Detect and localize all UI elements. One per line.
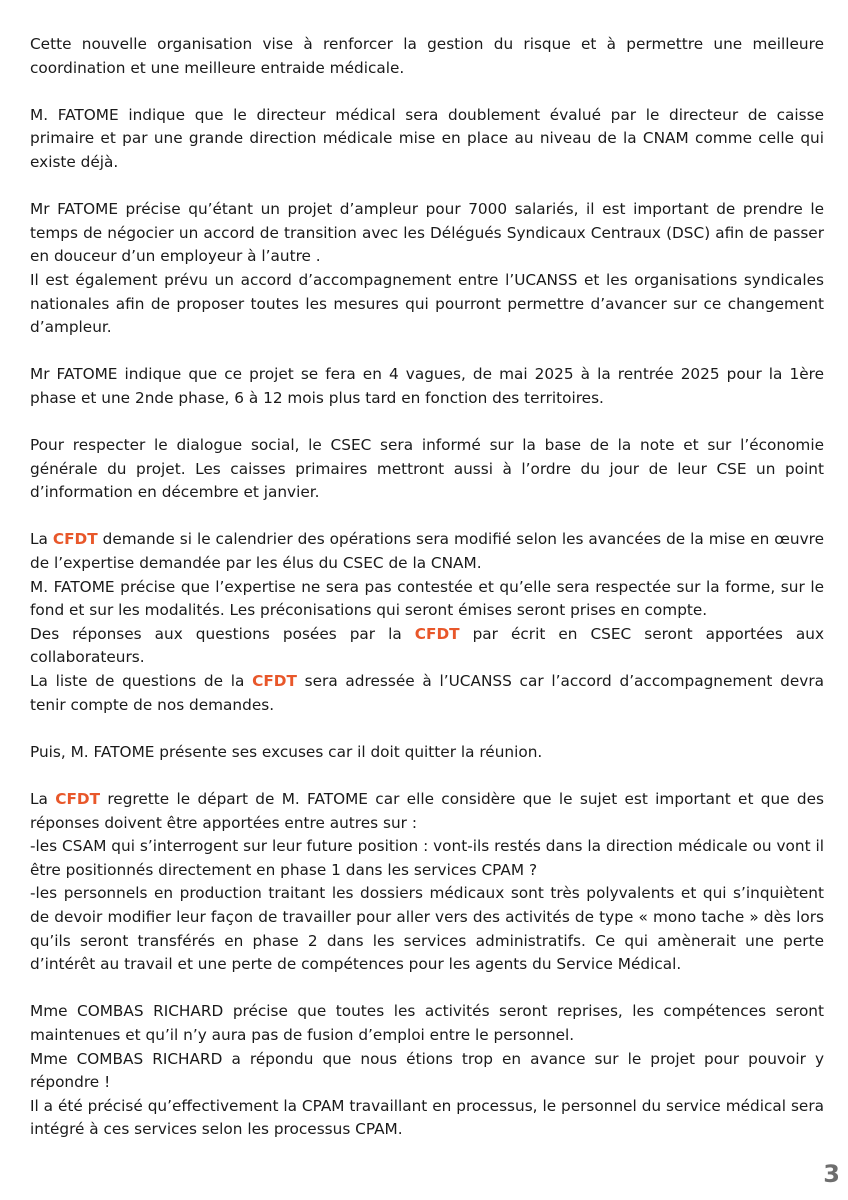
paragraph [30, 788, 824, 835]
text-segment: La [30, 790, 56, 808]
text-segment: La [30, 530, 53, 549]
paragraph: Puis, M. FATOME présente ses excuses car il doit quitter la réunion. [30, 742, 543, 761]
document-body [30, 33, 824, 1142]
text-segment: par écrit en CSEC seront apportées aux collaborateurs. [30, 624, 824, 667]
paragraph: Il est également prévu un accord d’accompagnement entre l’UCANSS et les organisations syndicales nationales afin de proposer toutes les mesures qui pourront permettre d’avancer sur ce changement d’ampleur. [30, 270, 824, 337]
paragraph: -les CSAM qui s’interrogent sur leur future position : vont-ils restés dans la direction médicale ou vont il être positionnés directement en phase 1 dans les services CPAM ? [30, 837, 824, 879]
page-number: 3 [823, 1160, 840, 1188]
paragraph-gap [30, 175, 824, 199]
paragraph-gap [30, 411, 824, 435]
paragraph: Mme COMBAS RICHARD précise que toutes les activités seront reprises, les compétences seront maintenues et qu’il n’y aura pas de fusion d’emploi entre le personnel. [30, 1002, 824, 1044]
paragraph-gap [30, 717, 824, 741]
paragraph: Cette nouvelle organisation vise à renforcer la gestion du risque et à permettre une meilleure coordination et une meilleure entraide médicale. [30, 35, 824, 77]
org-highlight: CFDT [252, 672, 297, 691]
paragraph-gap [30, 977, 824, 1001]
paragraph [30, 670, 824, 717]
paragraph: M. FATOME précise que l’expertise ne sera pas contestée et qu’elle sera respectée sur la forme, sur le fond et sur les modalités. Les préconisations qui seront émises seront prises en compte. [30, 577, 824, 620]
paragraph-gap [30, 80, 824, 104]
org-highlight: CFDT [55, 790, 101, 808]
paragraph: Mr FATOME indique que ce projet se fera en 4 vagues, de mai 2025 à la rentrée 2025 pour la 1ère phase et une 2nde phase, 6 à 12 mois plus tard en fonction des territoires. [30, 365, 824, 407]
org-highlight: CFDT [414, 624, 460, 643]
paragraph: Pour respecter le dialogue social, le CSEC sera informé sur la base de la note et sur l’économie générale du projet. Les caisses primaires mettront aussi à l’ordre du jour de leur CSE un point d’information en décembre et janvier. [30, 436, 824, 502]
paragraph [30, 623, 824, 670]
text-segment: regrette le départ de M. FATOME car elle considère que le sujet est important et que des réponses doivent être apportées entre autres sur : [30, 790, 824, 832]
text-segment: demande si le calendrier des opérations sera modifié selon les avancées de la mise en œuvre de l’expertise demandée par les élus du CSEC de la CNAM. [30, 530, 825, 573]
text-segment: Des réponses aux questions posées par la [30, 624, 415, 643]
paragraph-gap [30, 505, 824, 529]
text-segment: La liste de questions de la [30, 672, 253, 691]
paragraph: M. FATOME indique que le directeur médical sera doublement évalué par le directeur de caisse primaire et par une grande direction médicale mise en place au niveau de la CNAM comme celle qui existe déjà. [30, 105, 824, 171]
org-highlight: CFDT [52, 530, 98, 549]
paragraph: -les personnels en production traitant les dossiers médicaux sont très polyvalents et qui s’inquiètent de devoir modifier leur façon de travailler pour aller vers des activités de type « mono tache » dès lors qu’ils seront transférés en phase 2 dans les services administratifs. Ce qui amènerait une perte d’intérêt au travail et une perte de compétences pour les agents du Service Médical. [30, 884, 824, 974]
paragraph: Il a été précisé qu’effectivement la CPAM travaillant en processus, le personnel du service médical sera intégré à ces services selon les processus CPAM. [30, 1096, 824, 1139]
paragraph: Mme COMBAS RICHARD a répondu que nous étions trop en avance sur le projet pour pouvoir y répondre ! [30, 1049, 824, 1092]
paragraph: Mr FATOME précise qu’étant un projet d’ampleur pour 7000 salariés, il est important de prendre le temps de négocier un accord de transition avec les Délégués Syndicaux Centraux (DSC) afin de passer en douceur d’un employeur à l’autre . [30, 200, 824, 266]
paragraph-gap [30, 340, 824, 364]
paragraph [30, 528, 824, 575]
paragraph-gap [30, 764, 824, 788]
text-segment: sera adressée à l’UCANSS car l’accord d’accompagnement devra tenir compte de nos demandes. [30, 672, 824, 714]
